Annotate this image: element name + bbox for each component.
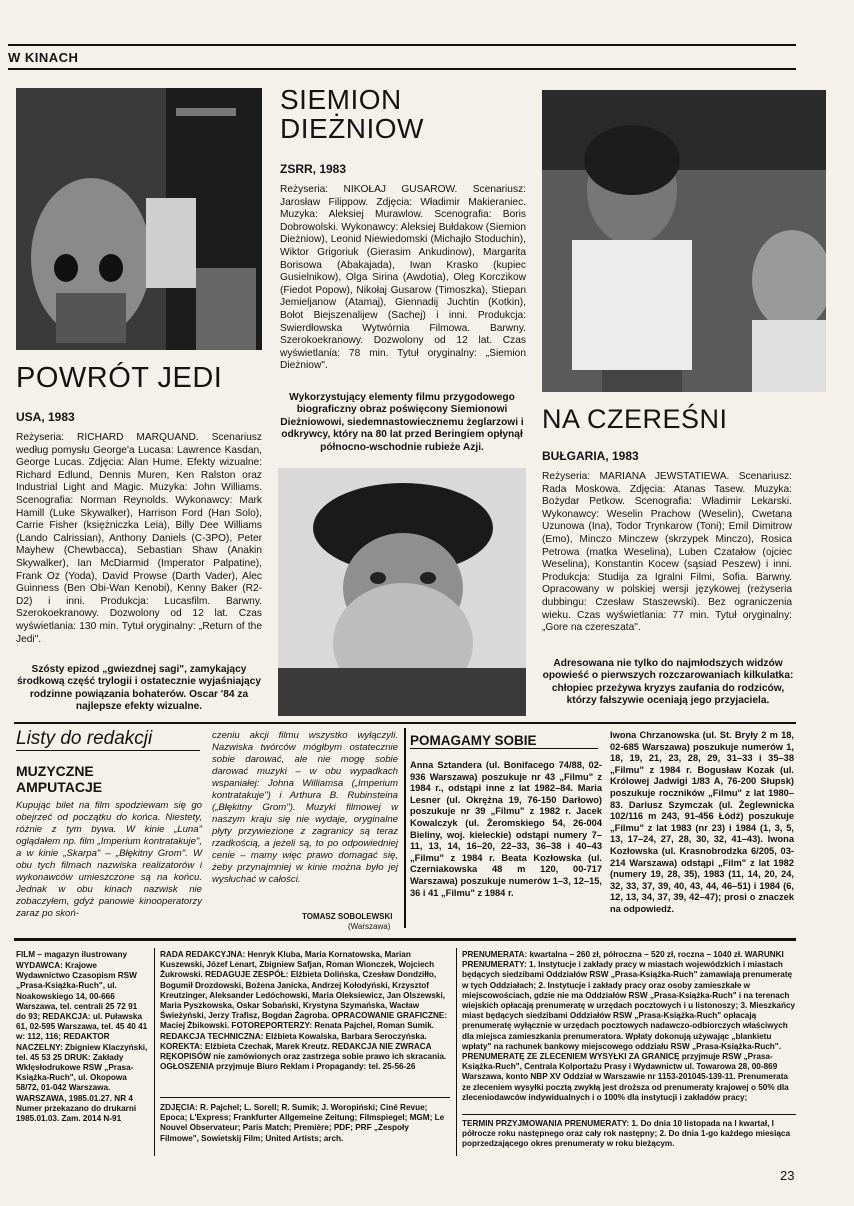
czeresni-title: NA CZEREŚNI	[542, 404, 728, 434]
letters-title-line1: MUZYCZNE	[16, 763, 94, 779]
czeresni-lead: Adresowana nie tylko do najmłodszych widzów opowieść o pierwszych rozczarowaniach kilkulatka: chłopiec przeżywa kryzys zaufania do rodziców, którzy fałszywie oceniają jego przyjaciela.	[542, 658, 794, 707]
letters-title-line2: AMPUTACJE	[16, 779, 103, 795]
letters-body-col1: Kupując bilet na film spodziewam się go obejrzeć od początku do końca. Niestety, różnie z tym bywa. W kinie „Luna" oglądałem np. film „Imperium kontratakuje", a w kinie „Skarpa" – „Błękitny Grom". W obu tych filmach nazwiska realizatorów i wykonawców umieszczone są na końcu. Jednak w obu kinach nazwisk nie zobaczyłem, gdyż panowie kinooperatorzy zaraz po skoń-	[16, 800, 202, 919]
jedi-title: POWRÓT JEDI	[16, 362, 223, 394]
footer-subscription: PRENUMERATA: kwartalna – 260 zł, półroczna – 520 zł, roczna – 1040 zł. WARUNKI PRENUMERATY: 1. Instytucje i zakłady pracy w miastach wojewódzkich i miastach będących siedzibami Oddziałów RSW „Prasa-Książka-Ruch" zamawiają prenumeratę w tych Oddziałach; 2. Instytucje i zakłady pracy oraz osoby zamieszkałe w miejscowościach, gdzie nie ma Oddziałów RSW „Prasa-Książka-Ruch" i na terenach wiejskich opłacają prenumeratę w urzędach pocztowych i u listonoszy; 3. Mieszkańcy miast będących siedzibami Oddziałów RSW „Prasa-Książka-Ruch" opłacają prenumeratę wyłącznie w urzędach pocztowych nadawczo-odbiorczych właściwych dla miejsca zamieszkania prenumeratora. Wpłaty dokonują używając „blankietu wpłaty" na rachunek bankowy miejscowego oddziału RSW „Prasa-Książka-Ruch". PRENUMERATĘ ZE ZLECENIEM WYSYŁKI ZA GRANICĘ przyjmuje RSW „Prasa-Książka-Ruch", Centrala Kolportażu Prasy i Wydawnictw ul. Towarowa 28, 00-869 Warszawa, konto NBP XV Oddział w Warszawie nr 1153-201045-139-11. Prenumerata ze zleceniem wysyłki pocztą zwykłą jest droższa od prenumeraty krajowej o 50% dla zleceniodawców indywidualnych i o 100% dla instytucji i zakładów pracy;	[462, 950, 796, 1102]
footer-div1	[154, 948, 155, 1156]
letters-signature: TOMASZ SOBOLEWSKI	[302, 912, 393, 921]
jedi-country: USA, 1983	[16, 410, 75, 424]
czeresni-photo	[542, 90, 826, 392]
section-label: W KINACH	[8, 50, 79, 65]
jedi-photo	[16, 88, 262, 350]
help-col2: Iwona Chrzanowska (ul. St. Bryły 2 m 18, 02-685 Warszawa) poszukuje numerów 1, 18, 19, 21, 23, 28, 29, 31–33 i 35–38 „Filmu" z 1984 r. Bogusław Kozak (ul. Królowej Jadwigi 1/83 A, 76-200 Słupsk) poszukuje roczników „Filmu" z lat 1980–83. Dariusz Szymczak (ul. Żeglewnicka 102/116 m 243, 91-456 Łódź) poszukuje „Filmu" z lat 1983 (nr 23) i 1984 (1, 3, 5, 13, 17–24, 27, 28, 30, 32, 41–43). Iwona Kozłowska (ul. Krasnobrodzka 6/205, 03-214 Warszawa) odstąpi „Film" z lat 1982 (numery 19, 28, 35), 1983 (11, 14, 20, 24, 32, 33, 37, 39, 40, 43, 44, 46–51) i 1984 (6, 12, 13, 34, 37, 39, 42–47); prosi o znaczek na odpowiedź.	[610, 730, 794, 914]
top-rule	[8, 44, 796, 46]
czeresni-country: BUŁGARIA, 1983	[542, 449, 639, 463]
mid-rule	[14, 722, 796, 724]
dezniow-title-line1: SIEMION	[280, 84, 402, 115]
footer-subscription-terms: TERMIN PRZYJMOWANIA PRENUMERATY: 1. Do dnia 10 listopada na I kwartał, I półrocze roku następnego oraz cały rok następny; 2. Do dnia 1-go każdego miesiąca poprzedzającego okres prenumeraty w roku bieżącym.	[462, 1119, 791, 1149]
footer-div2	[456, 948, 457, 1156]
help-col1: Anna Sztandera (ul. Bonifacego 74/88, 02-936 Warszawa) poszukuje nr 43 „Filmu" z 1984 r., odstąpi inne z lat 1982–84. Maria Lesner (ul. Okrężna 19, 76-150 Darłowo) poszukuje nr 39 „Filmu" z 1982 r. Jacek Kowalczyk (ul. Żeromskiego 54, 26-004 Bieliny, woj. kieleckie) odstąpi numery 7–11, 13, 14, 16–20, 22–33, 36–38 i 40–43 „Filmu" z 1984 r. Beata Kozłowska (ul. Czerniakowska 48 m 120, 00-717 Warszawa) poszukuje numerów 1–3, 12–15, 36 i 41 „Filmu" z 1984 r.	[410, 760, 602, 898]
jedi-credits: Reżyseria: RICHARD MARQUAND. Scenariusz według pomysłu George'a Lucasa: Lawrence Kasdan, George Lucas. Zdjęcia: Alan Hume. Efekty wizualne: Richard Edlund, Dennis Muren, Ken Ralston oraz Industrial Light and Magic. Muzyka: John Williams. Scenografia: Norman Reynolds. Wykonawcy: Mark Hamill (Luke Skywalker), Harrison Ford (Han Solo), Carrie Fisher (księżniczka Leia), Billy Dee Williams (Lando Calrissian), Anthony Daniels (C-3PO), Peter Mayhew (Chewbacca), Sebastian Shaw (Anakin Skywalker), Ian McDiarmid (Imperator Palpatine), Frank Oz (Yoda), David Prowse (Darth Vader), Alec Guinness (Ben Obi-Wan Kenobi), Kenny Baker (R2-D2) i inni. Produkcja: Lucasfilm. Barwny. Szerokoekranowy. Dozwolony od 12 lat. Czas wyświetlania: 130 min. Tytuł oryginalny: „Return of the Jedi".	[16, 432, 262, 645]
footer-photo-credits: ZDJĘCIA: R. Pajchel; L. Sorell; R. Sumik; J. Woropiński; Ciné Revue; Epoca; L'Express; Frankfurter Allgemeine Zeitung; Filmspiegel; MGM; Le Nouvel Observateur; Paris Match; Première; PDF; PRF „Zespoły Filmowe", Sowietskij Film; United Artists; arch.	[160, 1103, 445, 1143]
footer-right-rule	[462, 1114, 796, 1115]
footer-mid-rule	[160, 1097, 450, 1098]
dezniow-credits: Reżyseria: NIKOŁAJ GUSAROW. Scenariusz: Jarosław Filippow. Zdjęcia: Władimir Makieraniec. Muzyka: Aleksiej Murawlow. Scenografia: Boris Dobrowolski. Wykonawcy: Aleksiej Bułdakow (Siemion Dieżniow), Leonid Niewiedomski (Michajło Stoduchin), Wiktor Grigoriuk (Gierasim Ankudinow), Margarita Borisowa (Abakajada), Iwan Krasko (kupiec Gusielnikow), Olga Sirina (Awdotia), Oleg Korczikow (Fiedot Popow), Nikołaj Gusarow (Timoszka), Stiepan Jemieljanow (Atamaj), Giennadij Juchtin (Kotkin), Bołot Biejszenalijew (Sachej) i inni. Produkcja: Swierdłowska Wytwórnia Filmowa. Barwny. Szerokoekranowy. Dozwolony od 12 lat. Czas wyświetlania: 78 min. Tytuł oryginalny: „Siemion Dieżniow".	[280, 184, 526, 372]
dezniow-photo	[278, 468, 526, 716]
dezniow-lead: Wykorzystujący elementy filmu przygodowego biograficzny obraz poświęcony Siemionowi Dieżniowowi, siedemnastowiecznemu żeglarzowi i odkrywcy, który na 80 lat przed Beringiem opłynął północno-wschodnie rubieże Azji.	[280, 392, 524, 453]
letters-header: Listy do redakcji	[16, 728, 200, 751]
letters-body-col2: czeniu akcji filmu wszystko wyłączyli. Nazwiska twórców mógłbym ostatecznie sobie darować, ale nie mogę sobie darować muzyki – w obu wypadkach wspaniałej: Johna Williamsa („Imperium kontratakuje") i Arthura B. Rubinsteina („Błękitny Grom"). Muzyki filmowej w naszym kraju się nie wydaje, oryginalne płyty przywiezione z zagranicy są teraz rzadkością, a jeżeli są, to po odpowiedniej cenie – mamy więc prawo domagać się, żeby przynajmniej w kinie można było jej wysłuchać w całości.	[212, 730, 398, 885]
dezniow-country: ZSRR, 1983	[280, 162, 347, 176]
footer-masthead: WYDAWCA: Krajowe Wydawnictwo Czasopism RSW „Prasa-Książka-Ruch", ul. Noakowskiego 14, 00-666 Warszawa, tel. centrali 25 72 91 do 93; REDAKCJA: ul. Puławska 61, 02-595 Warszawa, tel. 45 40 41 w: 112, 116; REDAKTOR NACZELNY: Zbigniew Klaczyński, tel. 45 53 25 DRUK: Zakłady Wklęsłodrukowe RSW „Prasa-Książka-Ruch", ul. Okopowa 58/72, 01-042 Warszawa. WARSZAWA, 1985.01.27. NR 4 Numer przekazano do drukarni 1985.01.03. Zam. 2014 N-91	[16, 961, 148, 1124]
footer-editorial: RADA REDAKCYJNA: Henryk Kluba, Maria Kornatowska, Marian Kuszewski, Józef Lenart, Zbigniew Safjan, Roman Wionczek, Wojciech Żukrowski. REDAGUJE ZESPÓŁ: Elżbieta Dolińska, Czesław Dondziłło, Bogumił Drozdowski, Bożena Janicka, Andrzej Kołodyński, Krzysztof Kreutzinger, Aleksander Ledóchowski, Maria Oleksiewicz, Jan Olszewski, Maria Pyszkowska, Oskar Sobański, Krystyna Szymańska, Wacław Świeżyński, Jerzy Trafisz, Bogdan Żagroba. OPRACOWANIE GRAFICZNE: Maciej Żbikowski. FOTOREPORTERZY: Renata Pajchel, Roman Sumik. REDAKCJA TECHNICZNA: Elżbieta Kowalska, Barbara Seroczyńska. KOREKTA: Elżbieta Czechak, Marek Kreutz. REDAKCJA NIE ZWRACA RĘKOPISÓW nie zamówionych oraz zastrzega sobie prawo ich skracania. OGŁOSZENIA przyjmuje Biuro Reklam i Propagandy: tel. 25-56-26	[160, 950, 448, 1072]
help-header: POMAGAMY SOBIE	[410, 733, 598, 749]
czeresni-credits: Reżyseria: MARIANA JEWSTATIEWA. Scenariusz: Rada Moskowa. Zdjęcia: Atanas Tasew. Muzyka: Bożydar Petkow. Scenografia: Władimir Lekarski. Wykonawcy: Weselin Prachow (Weselin), Cwetana Uzunowa (Ina), Todor Trynkarow (Toni); Emil Dimitrow (Emo), Minczo Minczew (skrzypek Minczo), Rosica Petrowa (matka Weselina), Luben Czatałow (ojciec Weselina), Konstantin Kocew (sąsiad Peszew) i inni. Produkcja: Studija za Igralni Filmi, Sofia. Barwny. Opracowany w polskiej wersji językowej (reżyseria dubbingu: Czesław Staszewski). Bez ograniczenia wieku. Czas wyświetlania: 77 min. Tytuł oryginalny: „Gore na czereszata".	[542, 471, 792, 634]
col-divider	[404, 728, 406, 928]
letters-city: (Warszawa)	[348, 922, 391, 931]
footer-rule	[14, 938, 796, 941]
footer-masthead-title: FILM – magazyn ilustrowany	[16, 950, 128, 959]
dezniow-title-line2: DIEŻNIOW	[280, 113, 424, 144]
page-number: 23	[780, 1168, 795, 1183]
jedi-lead: Szósty epizod „gwiezdnej sagi", zamykający środkową część trylogii i ostatecznie wyjaśniający rodzinne powiązania bohaterów. Oscar '84 za najlepsze efekty wizualne.	[16, 664, 262, 713]
section-rule	[8, 68, 796, 70]
